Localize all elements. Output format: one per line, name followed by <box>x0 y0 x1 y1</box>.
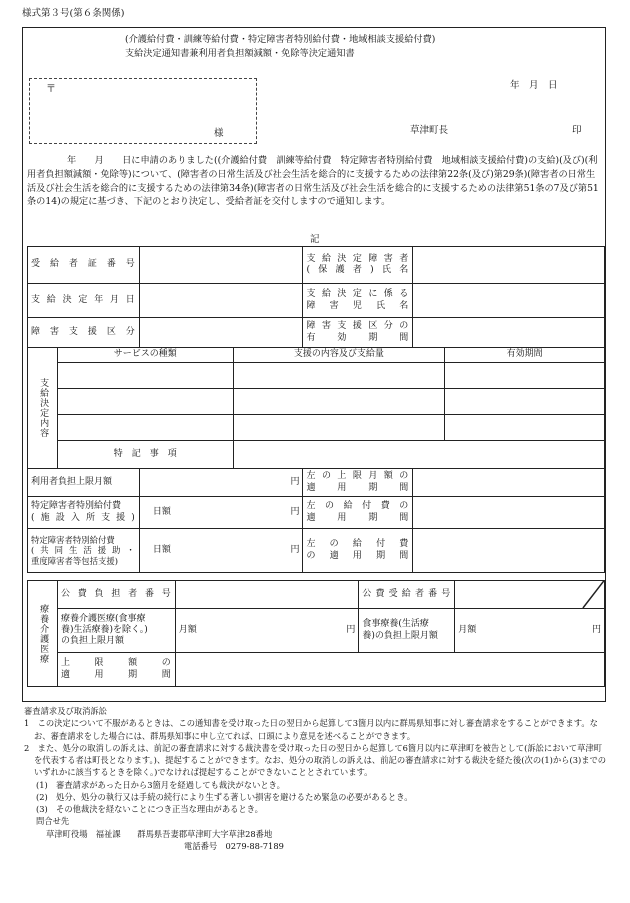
ki-heading: 記 <box>310 234 320 245</box>
upper-limit-label: 利用者負担上限月額 <box>28 469 140 497</box>
honorific-sama: 様 <box>214 128 224 139</box>
recipient-no2-digits[interactable] <box>455 581 605 609</box>
facility-benefit-label: 特定障害者特別給付費 (施設入所支援) <box>28 497 140 529</box>
monthly-label: 月額 <box>178 624 197 635</box>
group-benefit-label: 特定障害者特別給付費 (共同生活援助・ 重度障害者等包括支援) <box>28 529 140 573</box>
benefit-period2-value[interactable] <box>413 529 605 573</box>
payer-no-label: 公費負担者番号 <box>57 581 175 609</box>
service-row-2[interactable] <box>57 389 233 415</box>
limit-period-value[interactable] <box>413 469 605 497</box>
appeal-notes <box>24 705 608 852</box>
service-row-3[interactable] <box>57 415 233 441</box>
child-name-value[interactable] <box>413 284 605 318</box>
form-number: 様式第３号(第６条関係) <box>22 8 125 19</box>
title-line-2: 支給決定通知書兼利用者負担額減額・免除等決定通知書 <box>125 48 355 60</box>
note-item-1: 1 この決定について不服があるときは、この通知書を受け取った日の翌日から起算して3箇月以内に群馬県知事に対し審査請求をすることができます。なお、審査請求をした場合には、群馬県知事に申し立てれば、口頭により意見を述べることができます。 <box>24 718 598 741</box>
service-row-1[interactable] <box>57 363 233 389</box>
period-row-3[interactable] <box>445 415 605 441</box>
recipient-no2-label: 公費受給者番号 <box>359 581 455 609</box>
validity-label: 障害支援区分の 有効期間 <box>303 318 413 348</box>
yen-unit: 円 <box>591 624 601 635</box>
recipient-no-digits[interactable] <box>139 247 303 284</box>
title-line-1: (介護給付費・訓練等給付費・特定障害者特別給付費・地域相談支援給付費) <box>125 34 436 45</box>
contact-office: 草津町役場 福祉課 群馬県吾妻郡草津町大字草津28番地 <box>46 828 273 839</box>
validity-value[interactable] <box>413 318 605 348</box>
yen-unit: 円 <box>290 544 300 555</box>
decision-table <box>27 246 605 573</box>
meal-limit-label: 食事療養(生活療 養)の負担上限月額 <box>359 609 455 653</box>
child-name-label: 支給決定に係る 障害児氏名 <box>303 284 413 318</box>
upper-limit-value[interactable] <box>139 469 303 497</box>
amount-row-2[interactable] <box>233 389 445 415</box>
support-class-value[interactable] <box>139 318 303 348</box>
note-sub-3: (3) その他裁決を経ないことにつき正当な理由があるとき。 <box>36 804 263 815</box>
payer-no-digits[interactable] <box>175 581 359 609</box>
medical-limit-value[interactable] <box>175 609 359 653</box>
decided-person-name[interactable] <box>413 247 605 284</box>
note-sub-1: (1) 審査請求があった日から3箇月を経過しても裁決がないとき。 <box>36 779 285 790</box>
benefit-period-label: 左の給付費の 適用期間 <box>303 497 413 529</box>
medical-table <box>27 580 605 687</box>
postal-mark: 〒 <box>46 84 56 95</box>
issue-date: 年 月 日 <box>510 80 558 91</box>
group-benefit-value[interactable] <box>139 529 303 573</box>
col-support-amount: 支援の内容及び支給量 <box>233 348 445 363</box>
yen-unit: 円 <box>290 476 300 487</box>
note-sub-2: (2) 処分、処分の執行又は手続の続行により生ずる著しい損害を避けるため緊急の必要があるとき。 <box>36 791 413 802</box>
amount-row-1[interactable] <box>233 363 445 389</box>
decided-person-label: 支給決定障害者 (保護者)氏名 <box>303 247 413 284</box>
contact-tel: 電話番号 0279-88-7189 <box>184 840 284 851</box>
medical-limit-label: 療養介護医療(食事療 養)生活療養)を除く。) の負担上限月額 <box>57 609 175 653</box>
notes-heading: 審査請求及び取消訴訟 <box>24 706 107 716</box>
recipient-no-label: 受給者証番号 <box>28 247 140 284</box>
limit-period2-value[interactable] <box>175 653 604 687</box>
benefit-period2-label: 左の給付費 の適用期間 <box>303 529 413 573</box>
amount-row-3[interactable] <box>233 415 445 441</box>
diagonal-slash <box>455 581 604 608</box>
support-class-label: 障害支援区分 <box>28 318 140 348</box>
benefit-period-value[interactable] <box>413 497 605 529</box>
form-title <box>125 33 545 62</box>
limit-period2-label: 上限額の 適用期間 <box>57 653 175 687</box>
meal-limit-value[interactable] <box>455 609 605 653</box>
notification-body: 年 月 日に申請のありました((介護給付費 訓練等給付費 特定障害者特別給付費 地域相談支援給付費)の支給)(及び)(利用者負担額減額・免除等)について、(障害者の日常生活及び社会生活を総合的に支援するための法律第22条(及び)第29条)(障害者の日常生活及び社会生活を総合的に支援するための法律第34条)(障害者の日常生活及び社会生活を総合的に支援するための法律第51条の7及び第51条の14)の規定に基づき、下記のとおり決定し、受給者証を交付しますので通知します。 <box>27 155 599 208</box>
medical-vertical-label: 療養介護医療 <box>28 581 58 687</box>
monthly-label: 月額 <box>458 624 477 635</box>
yen-unit: 円 <box>346 624 356 635</box>
special-notes-label: 特 記 事 項 <box>57 441 233 469</box>
period-row-2[interactable] <box>445 389 605 415</box>
contact-label: 問合せ先 <box>36 816 70 827</box>
yen-unit: 円 <box>290 506 300 517</box>
issuer-mayor: 草津町長 <box>410 125 449 136</box>
note-item-2: 2 また、処分の取消しの訴えは、前記の審査請求に対する裁決書を受け取った日の翌日から起算して6箇月以内に草津町を被告として(訴訟において草津町を代表する者は町長となります。)、提起することができます。なお、処分の取消しの訴えは、前記の審査請求に対する裁決を経た後(次の(1)から(3)までのいずれかに該当するときを除く。)でなければ提起することができないこととされています。 <box>24 742 607 778</box>
period-row-1[interactable] <box>445 363 605 389</box>
col-valid-period: 有効期間 <box>445 348 605 363</box>
daily-label: 日額 <box>152 506 171 517</box>
content-vertical-label: 支給決定内容 <box>28 348 58 469</box>
facility-benefit-value[interactable] <box>139 497 303 529</box>
daily-label: 日額 <box>152 544 171 555</box>
decision-date-label: 支給決定年月日 <box>28 284 140 318</box>
special-notes-value[interactable] <box>233 441 604 469</box>
seal-mark: 印 <box>572 125 582 136</box>
col-service-type: サービスの種類 <box>57 348 233 363</box>
decision-date-value[interactable] <box>139 284 303 318</box>
limit-period-label: 左の上限月額の 適用期間 <box>303 469 413 497</box>
